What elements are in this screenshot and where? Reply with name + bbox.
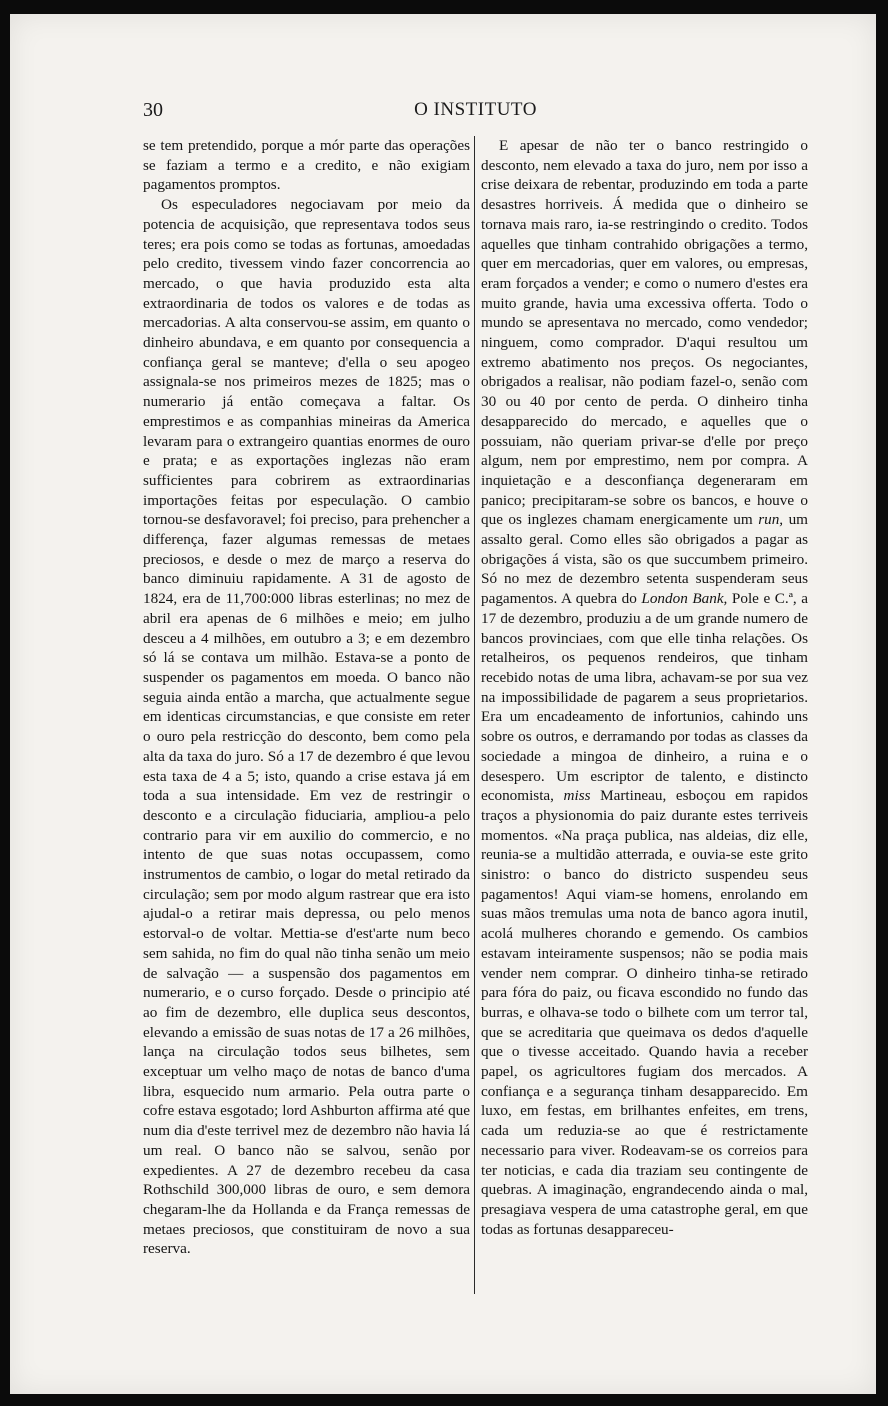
miss-italic: miss <box>563 787 591 805</box>
page-number: 30 <box>143 99 163 121</box>
left-column <box>143 136 470 1259</box>
column-divider <box>474 136 475 1294</box>
left-paragraph-1: se tem pretendido, porque a mór parte das operações se faziam a termo e a credito, e não exigiam pagamentos promptos. <box>143 137 470 194</box>
page-header <box>143 99 808 123</box>
london-bank-italic: London Bank, <box>641 590 728 608</box>
left-paragraph-2: Os especuladores negociavam por meio da potencia de acquisição, que representava todos seus teres; era pois como se todas as fortunas, amoedadas pelo credito, tivessem vindo fazer concorrencia ao mercado, o que havia produzido esta alta extraordinaria de todos os valores e de todas as mercadorias. A alta conservou-se assim, em quanto o dinheiro abundava, e em quanto por consequencia a confiança geral se manteve; d'ella o seu apogeo assignala-se nos primeiros mezes de 1825; mas o numerario já então começava a faltar. Os emprestimos e as companhias mineiras da America levaram para o extrangeiro quantias enormes de ouro e prata; e as exportações inglezas não eram sufficientes para cobrirem as extraordinarias importações feitas por especulação. O cambio tornou-se desfavoravel; foi preciso, para prehencher a differença, fazer algumas remessas de metaes preciosos, e desde o mez de março a reserva do banco diminuiu rapidamente. A 31 de agosto de 1824, era de 11,700:000 libras esterlinas; no mez de abril era apenas de 6 milhões e meio; em julho desceu a 4 milhões, em outubro a 3; e em dezembro só lá se contava um milhão. Estava-se a ponto de suspender os pagamentos em moeda. O banco não seguia ainda então a marcha, que actualmente segue em identicas circumstancias, e que consiste em reter o ouro pela restricção do desconto, bem como pela alta da taxa do juro. Só a 17 de dezembro é que levou esta taxa de 4 a 5; isto, quando a crise estava já em toda a sua intensidade. Em vez de restringir o desconto e a circulação fiduciaria, ampliou-a pelo contrario para vir em auxilio do commercio, e no intento de que suas notas occupassem, como instrumentos de cambio, o logar do metal retirado da circulação; sem por modo algum rastrear que era isto ajudal-o a retirar mais depressa, ou pelo menos estorval-o de voltar. Mettia-se d'est'arte num beco sem sahida, no fim do qual não tinha senão um meio de salvação — a suspensão dos pagamentos em numerario, e o curso forçado. Desde o principio até ao fim de dezembro, elle duplica seus descontos, elevando a emissão de suas notas de 17 a 26 milhões, lança na circulação todos seus bilhetes, sem exceptuar um velho maço de notas de banco d'uma libra, esquecido num armario. Pela outra parte o cofre estava esgotado; lord Ashburton affirma até que num dia d'este terrivel mez de dezembro não havia lá um real. O banco não se salvou, senão por expedientes. A 27 de dezembro recebeu da casa Rothschild 300,000 libras de ouro, e sem demora chegaram-lhe da Hollanda e da França remessas de metaes preciosos, que constituiram de novo a sua reserva. <box>143 196 470 1258</box>
right-text-mid: um assalto geral. Como elles são obrigados a pagar as obrigações á vista, são os que succumbem primeiro. Só no mez de dezembro setenta suspenderam seus pagamentos. A quebra do <box>481 511 808 608</box>
right-column <box>481 136 808 1239</box>
right-paragraph-1 <box>481 136 808 1239</box>
right-text-before: E apesar de não ter o banco restringido o desconto, nem elevado a taxa do juro, nem por isso a crise deixara de rebentar, produzindo em toda a parte desastres horriveis. Á medida que o dinheiro se tornava mais raro, ia-se restringindo o credito. Todos aquelles que tinham contrahido obrigações a termo, quer em mercadorias, quer em valores, ou empresas, eram forçados a vender; e como o numero d'estes era muito grande, havia uma excessiva offerta. Todo o mundo se apresentava no mercado, como vendedor; ninguem, como comprador. D'aqui resultou um extremo abatimento nos preços. Os negociantes, obrigados a realisar, não podiam fazel-o, senão com 30 ou 40 por cento de perda. O dinheiro tinha desapparecido do mercado, e aquelles que o possuiam, não queriam privar-se d'elle por preço algum, nem por emprestimo, nem por compra. A inquietação e a desconfiança degeneraram em panico; precipitaram-se sobre os bancos, e houve o que os inglezes chamam energicamente um <box>481 137 808 529</box>
run-italic: run, <box>758 511 784 529</box>
running-title: O INSTITUTO <box>414 99 537 120</box>
right-text-after: Martineau, esboçou em rapidos traços a physionomia do paiz durante estes terriveis momentos. «Na praça publica, nas aldeias, diz elle, reunia-se a multidão atterrada, e ouvia-se este grito sinistro: o banco do districto suspendeu seus pagamentos! Aqui viam-se homens, enrolando em suas mãos tremulas uma nota de banco agora inutil, acolá mulheres chorando e gemendo. Os cambios estavam inteiramente suspensos; não se podia mais vender nem comprar. O dinheiro tinha-se retirado para fóra do paiz, ou ficava escondido no fundo das burras, e olhava-se todo o bilhete com um terror tal, que se acreditaria que queimava os dedos d'aquelle que o tivesse acceitado. Quando havia a receber papel, os agricultores fugiam dos mercados. A confiança e a segurança tinham desapparecido. Em luxo, em festas, em brilhantes enfeites, em trens, cada um reduzia-se ao que é restrictamente necessario para viver. Rodeavam-se os correios para ter noticias, e cada dia traziam seu contingente de quebras. A imaginação, engrandecendo ainda o mal, presagiava vespera de uma catastrophe geral, em que todas as fortunas desappareceu- <box>481 787 808 1238</box>
right-text-mid2: Pole e C.ª, a 17 de dezembro, produziu a de um grande numero de bancos provinciaes, com que elle tinha relações. Os retalheiros, os pequenos rendeiros, que tinham recebido notas de uma libra, achavam-se por sua vez na impossibilidade de pagarem a seus proprietarios. Era um encadeamento de infortunios, cahindo uns sobre os outros, e derramando por todas as classes da sociedade a mingoa de dinheiro, a ruina e o desespero. Um escriptor de talento, e distincto economista, <box>481 590 808 805</box>
